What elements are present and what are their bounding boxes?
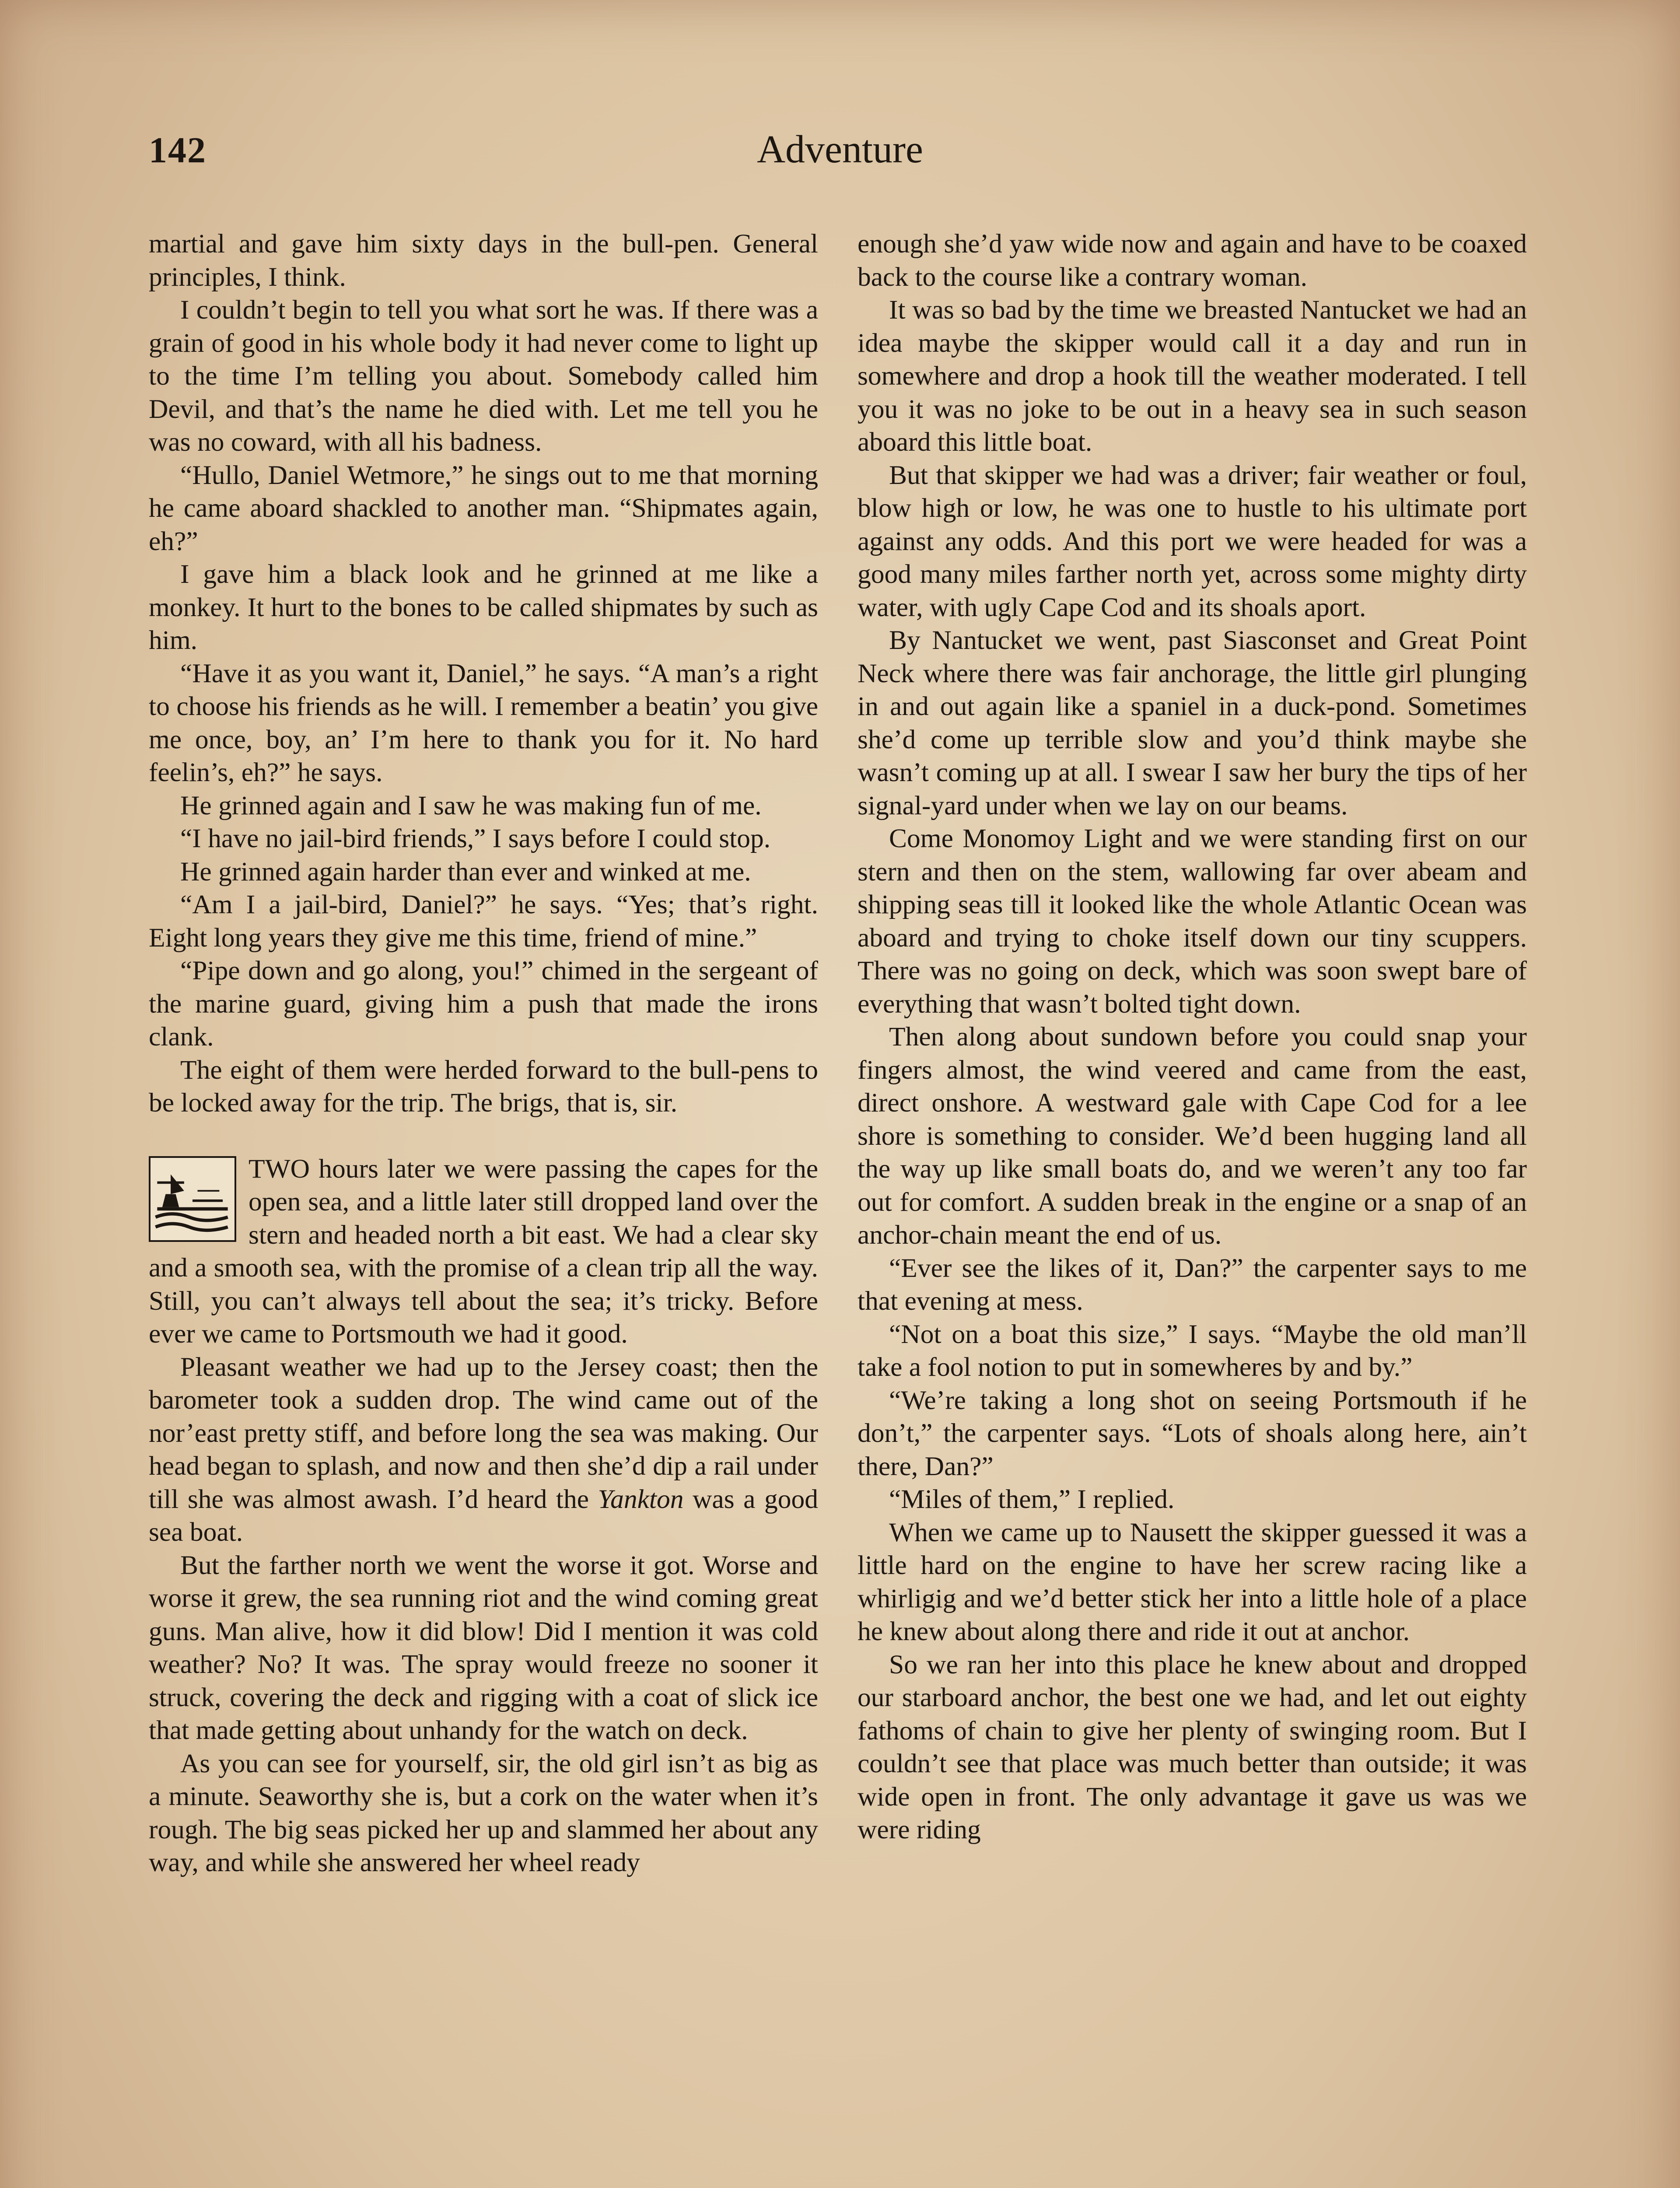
page-number: 142 (149, 130, 206, 171)
paragraph: “Hullo, Daniel Wetmore,” he sings out to me that morning he came aboard shackled to another man. “Shipmates again, eh?” (149, 460, 818, 556)
text-run: was a good sea boat. (149, 1484, 818, 1547)
paragraph: By Nantucket we went, past Siasconset and Great Point Neck where there was fair anchorage, the little girl plunging in and out again like a spaniel in a duck-pond. Sometimes she’d come up terrible slow and you’d think maybe she wasn’t coming up at all. I swear I saw her bury the tips of her signal-yard under when we lay on our beams. (858, 625, 1527, 820)
paragraph: “Have it as you want it, Daniel,” he says. “A man’s a right to choose his friends as he will. I remember a beatin’ you give me once, boy, an’ I’m here to thank you for it. No hard feelin’s, eh?” he says. (149, 658, 818, 787)
paragraph: Come Monomoy Light and we were standing first on our stern and then on the stem, wallowing far over abeam and shipping seas till it looked like the whole Atlantic Ocean was aboard and trying to choke itself down our tiny scuppers. There was no going on deck, which was soon swept bare of everything that wasn’t bolted tight down. (858, 824, 1527, 1019)
paragraph: I gave him a black look and he grinned at me like a monkey. It hurt to the bones to be called shipmates by such as him. (149, 559, 818, 655)
paragraph: enough she’d yaw wide now and again and have to be coaxed back to the course like a contrary woman. (858, 229, 1527, 292)
paragraph: As you can see for yourself, sir, the old girl isn’t as big as a minute. Seaworthy she is, but a cork on the water when it’s rough. The big seas picked her up and slammed her about any way, and while she answered her wheel ready (149, 1748, 818, 1877)
section-break (149, 1120, 818, 1153)
paragraph: “We’re taking a long shot on seeing Portsmouth if he don’t,” the carpenter says. “Lots of shoals along here, ain’t there, Dan?” (858, 1385, 1527, 1481)
paragraph: He grinned again and I saw he was making fun of me. (180, 790, 762, 820)
paragraph: “Ever see the likes of it, Dan?” the carpenter says to me that evening at mess. (858, 1253, 1527, 1316)
paragraph: He grinned again harder than ever and winked at me. (180, 856, 751, 887)
text-run: Pleasant weather we had up to the Jersey coast; then the barometer took a sudden drop. The wind came out of the nor’east pretty stiff, and before long the sea was making. Our head began to splash, and now and then she’d dip a rail under till she was almost awash. I’d heard the (149, 1352, 818, 1514)
paragraph: The eight of them were herded forward to the bull-pens to be locked away for the trip. The brigs, that is, sir. (149, 1055, 818, 1118)
left-column (149, 228, 818, 1879)
paragraph: So we ran her into this place he knew about and dropped our starboard anchor, the best one we had, and let out eighty fathoms of chain to give her plenty of swinging room. But I couldn’t see that place was much better than outside; it was wide open in front. The only advantage it gave us was we were riding (858, 1649, 1527, 1844)
paragraph: But that skipper we had was a driver; fair weather or foul, blow high or low, he was one to hustle to his ultimate port against any odds. And this port we were headed for was a good many miles farther north yet, across some mighty dirty water, with ugly Cape Cod and its shoals aport. (858, 460, 1527, 622)
ship-name: Yankton (598, 1484, 684, 1514)
paragraph: martial and gave him sixty days in the bull-pen. General principles, I think. (149, 229, 818, 292)
paragraph: “Not on a boat this size,” I says. “Maybe the old man’ll take a fool notion to put in somewheres by and by.” (858, 1319, 1527, 1382)
paragraph (149, 1351, 818, 1549)
right-column (858, 228, 1527, 1847)
paragraph: When we came up to Nausett the skipper guessed it was a little hard on the engine to have her screw racing like a whirligig and we’d better stick her into a little hole of a place he knew about along there and ride it out at anchor. (858, 1517, 1527, 1646)
ship-illustration-icon (149, 1156, 236, 1242)
paragraph: “Am I a jail-bird, Daniel?” he says. “Yes; that’s right. Eight long years they give me this time, friend of mine.” (149, 890, 818, 953)
magazine-title: Adventure (757, 128, 923, 171)
paragraph: “Pipe down and go along, you!” chimed in the sergeant of the marine guard, giving him a push that made the irons clank. (149, 956, 818, 1052)
paragraph: But the farther north we went the worse it got. Worse and worse it grew, the sea running riot and the wind coming great guns. Man alive, how it did blow! Did I mention it was cold weather? No? It was. The spray would freeze no sooner it struck, covering the deck and rigging with a coat of slick ice that made getting about unhandy for the watch on deck. (149, 1550, 818, 1745)
paragraph: It was so bad by the time we breasted Nantucket we had an idea maybe the skipper would call it a day and run in somewhere and drop a hook till the weather moderated. I tell you it was no joke to be out in a heavy sea in such season aboard this little boat. (858, 295, 1527, 457)
paragraph: “I have no jail-bird friends,” I says before I could stop. (180, 824, 771, 853)
section-initial-paragraph: TWO hours later we were passing the capes for the open sea, and a little later still dropped land over the stern and headed north a bit east. We had a clear sky and a smooth sea, with the promise of a clean trip all the way. Still, you can’t always tell about the sea; it’s tricky. Before ever we came to Portsmouth we had it good. (149, 1154, 818, 1349)
paragraph: I couldn’t begin to tell you what sort he was. If there was a grain of good in his whole body it had never come to light up to the time I’m telling you about. Somebody called him Devil, and that’s the name he died with. Let me tell you he was no coward, with all his badness. (149, 295, 818, 457)
paragraph: “Miles of them,” I replied. (889, 1484, 1175, 1514)
paragraph: Then along about sundown before you could snap your fingers almost, the wind veered and came from the east, direct onshore. A westward gale with Cape Cod for a lee shore is something to consider. We’d been hugging land all the way up like small boats do, and we weren’t any too far out for comfort. A sudden break in the engine or a snap of an anchor-chain meant the end of us. (858, 1022, 1527, 1250)
